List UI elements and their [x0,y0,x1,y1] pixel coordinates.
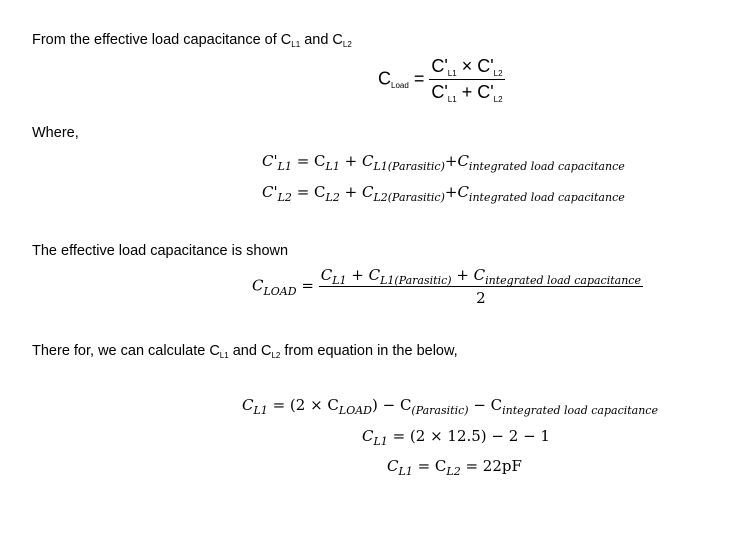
formula-cload-average: $C_{LOAD}$ = $\frac{C_{L1} + C_{L1(Parasitic)} + C_{integrated load capacitance}}{2}$ [252,266,641,307]
formula1-numerator: $C'_{L1} \times C'_{L2}$ [431,56,503,78]
formula-load-numerator: $C_{L1} + C_{L1(Parasitic)} + C_{integrated load capacitance}$ [320,266,641,287]
therefore-text: There for, we can calculate $C_{L1}$ and $C_{L2}$ from equation in the below, [32,343,458,360]
formula1-denominator: $C'_{L1} + C'_{L2}$ [429,79,504,103]
formula-load-fraction [319,266,643,307]
equation-cl2-prime: $C'_{L2} = C_{L2} + C_{L2(Parasitic)}+C_{integrated load capacitance}$ [262,183,625,204]
intro-text: From the effective load capacitance of $C_{L1}$ and $C_{L2}$ [32,32,352,49]
formula-load-denominator: 2 [319,286,643,307]
where-text: Where, [32,125,79,141]
calculation-result: $C_{L1} = C_{L2} = 22pF$ [387,457,522,478]
shown-text: The effective load capacitance is shown [32,243,289,259]
equation-cl1-prime: $C'_{L1} = C_{L1} + C_{L1(Parasitic)}+C_{integrated load capacitance}$ [262,152,625,173]
formula-cload-series: $C_{Load}$ = $\frac{C'_{L1} \times C'_{L2}}{C'_{L1} + C'_{L2}}$ [378,56,503,104]
calculation-step-1: $C_{L1} = (2 \times C_{LOAD}) - C_{(Parasitic)} - C_{integrated load capacitance}$ [242,396,658,417]
formula1-fraction [429,56,504,103]
calculation-step-2: $C_{L1} = (2 \times 12.5) - 2 - 1$ [362,427,550,448]
